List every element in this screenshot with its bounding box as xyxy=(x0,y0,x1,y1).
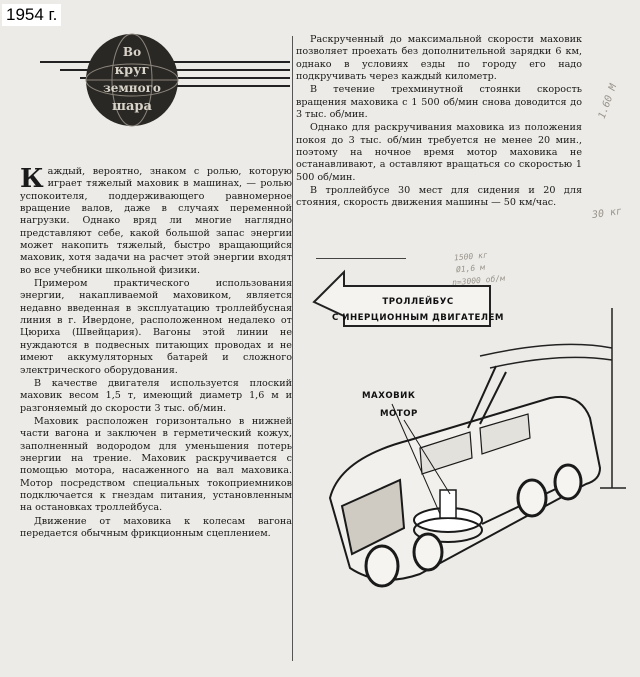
emblem-word-4: шара xyxy=(112,99,152,114)
paragraph-1: Каждый, вероятно, знаком с ролью, которую играет тяжелый маховик в машинах, — ролью успокоителя, поддерживающего равномерное вращение валов, даже в случаях переменной нагрузки. Однако вряд ли многие наглядно представляют себе, какой большой запас энергии может накопить тяжелый, быстро вращающийся маховик, хотя задачи на расчет этой энергии входят во все учебники школьной физики. xyxy=(20,164,292,276)
emblem-word-1: Во xyxy=(122,45,142,59)
paragraph-3: В качестве двигателя используется плоский маховик весом 1,5 т, имеющий диаметр 1,6 м и разгоняемый до скорости 3 тыс. об/мин. xyxy=(20,377,292,414)
paragraph-8: Однако для раскручивания маховика из положения покоя до 3 тыс. об/мин требуется не менее 20 мин., поэтому на ночное время мотор маховика не останавливают, а оставляют вращаться со скоростью 1 500 об/мин. xyxy=(296,122,582,183)
right-column xyxy=(296,34,582,211)
banner-arrow xyxy=(314,272,504,326)
paragraph-6: Раскрученный до максимальной скорости маховик позволяет проехать без дополнительной зарядки 6 км, однако в условиях езды по городу его надо подкручивать через каждый километр. xyxy=(296,34,582,83)
paragraph-9: В троллейбусе 30 мест для сидения и 20 для стояния, скорость движения машины — 50 км/час. xyxy=(296,185,582,209)
banner-line-2: С ИНЕРЦИОННЫМ ДВИГАТЕЛЕМ xyxy=(332,313,504,323)
paragraph-5: Движение от маховика к колесам вагона передается обычным фрикционным сцеплением. xyxy=(20,515,292,539)
handwritten-note-1: 1500 кг xyxy=(453,250,489,263)
emblem-word-2: круг xyxy=(114,63,150,78)
separator-line xyxy=(316,258,406,259)
paragraph-2: Примером практического использования энергии, накапливаемой маховиком, является недавно введенная в эксплуатацию троллейбусная линия в г. Ивердоне, расположенном недалеко от Цюриха (Швейцария). Вагоны этой линии не нуждаются в подвесных питающих проводах и не имеют аккумуляторных батарей и сложного электрического оборудования. xyxy=(20,278,292,376)
year-label: 1954 г. xyxy=(2,4,61,26)
handwritten-note-mid: 30 кг xyxy=(591,205,623,222)
handwritten-note-2: Ø1,6 м xyxy=(455,262,486,275)
paragraph-4: Маховик расположен горизонтально в нижней части вагона и заключен в герметический кожух, заполненный водородом для уменьшения потерь энергии на трение. Маховик раскручивается с помощью мотора, насаженного на вал маховика. Мотор посредством специальных токоприемников подключается к гнездам питания, установленным на остановках троллейбуса. xyxy=(20,415,292,514)
handwritten-note-top: 1.60 М xyxy=(596,82,620,121)
left-column xyxy=(20,166,292,541)
trolleybus-illustration xyxy=(300,268,630,668)
handwritten-note-3: n=3000 об/м xyxy=(451,273,506,288)
label-flywheel: МАХОВИК xyxy=(362,391,416,401)
label-motor: МОТОР xyxy=(380,409,418,419)
banner-line-1: ТРОЛЛЕЙБУС xyxy=(382,297,454,307)
emblem-word-3: земного xyxy=(103,81,161,95)
paragraph-7: В течение трехминутной стоянки скорость вращения маховика с 1 500 об/мин снова доводится до 3 тыс. об/мин. xyxy=(296,84,582,121)
column-divider xyxy=(292,36,293,661)
drop-cap: К xyxy=(20,164,44,194)
header-emblem xyxy=(40,32,290,147)
